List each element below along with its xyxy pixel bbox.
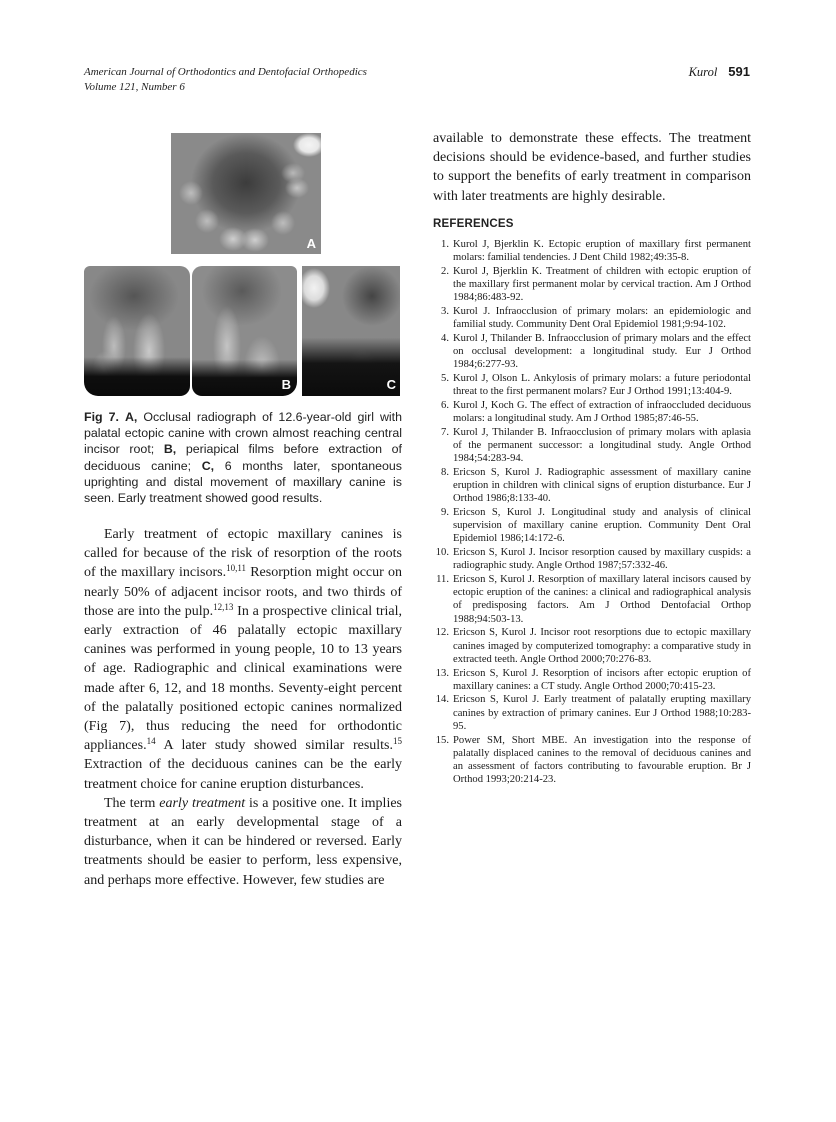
reference-text: Kurol J, Koch G. The effect of extraction of infraoccluded deciduous molars: a longitudinal study. Am J Orthod 1985;87:46-55. [453,399,751,425]
references-list [433,238,751,787]
citation-superscript: 14 [146,736,156,747]
reference-text: Ericson S, Kurol J. Incisor resorption caused by maxillary cuspids: a radiographic study. Angle Orthod 1987;57:332-46. [453,547,751,572]
text-run: Early treatment of ectopic maxillary canines is called for because of the risk of resorption of the roots of the maxillary incisors. [84,527,402,581]
reference-number: 4. [441,332,449,344]
reference-text: Kurol J, Thilander B. Infraocclusion of primary molars with aplasia of the permanent successor: a longitudinal study. Angle Orthod 1984;54:283-94. [453,426,751,465]
reference-text: Power SM, Short MBE. An investigation into the response of palatally displaced canines to the removal of deciduous canines and an assessment of factors contributing to favourable eruption. Br J Orthod 1993;20:214-23. [453,734,751,786]
citation-superscript: 10,11 [226,563,246,574]
reference-number: 9. [441,507,449,519]
text-run: Resorption might occur on nearly 50% of adjacent incisor roots, and two thirds of those are into the pulp. [84,565,403,619]
radiograph-panel-b-left [84,266,190,396]
reference-number: 13. [435,667,449,679]
reference-text: Kurol J. Infraocclusion of primary molars: an epidemiologic and familial study. Community Dent Oral Epidemiol 1981;9:94-102. [453,306,751,331]
reference-number: 8. [441,466,449,478]
running-header-left [84,65,367,95]
text-run: In a prospective clinical trial, early extraction of 46 palatally ectopic maxillary canines was performed in young people, 10 to 13 years of age. Radiographic and clinical examinations were made after 6, 12, and 18 months. Seventy-eight percent of the palatally positioned ectopic canines normalized (Fig 7), thus reducing the need for orthodontic appliances. [84,603,402,754]
author-name: Kurol [688,65,718,79]
reference-text: Kurol J, Thilander B. Infraocclusion of primary molars and the effect on occlusal development: a longitudinal study. Eur J Orthod 1984;6:277-93. [453,332,751,371]
emphasis-term: early treatment [159,795,246,811]
reference-item [433,667,751,693]
reference-item [433,426,751,466]
reference-item [433,546,751,572]
reference-text: Ericson S, Kurol J. Resorption of maxillary lateral incisors caused by ectopic eruption of the canines: a clinical and radiographical analysis of predisposing factors. Am J Orthod Dentofacial Orthop 1988;94:503-13. [453,574,751,625]
reference-text: Ericson S, Kurol J. Radiographic assessment of maxillary canine eruption in children with clinical signs of eruption disturbance. Eur J Orthod 1986;8:133-40. [453,466,751,505]
reference-item [433,332,751,372]
references-heading: REFERENCES [433,218,514,230]
reference-item [433,466,751,506]
caption-fig-label: Fig 7. [84,410,119,424]
caption-a-label: A, [124,410,138,424]
reference-number: 3. [441,306,449,318]
reference-text: Ericson S, Kurol J. Resorption of incisors after ectopic eruption of maxillary canines: a CT study. Angle Orthod 2000;70:415-23. [453,667,751,692]
reference-text: Ericson S, Kurol J. Early treatment of palatally erupting maxillary canines by extraction of primary canines. Eur J Orthod 1988;10:283-95. [453,694,751,732]
reference-item [433,265,751,305]
figure-caption [84,409,402,506]
reference-item [433,399,751,425]
reference-text: Ericson S, Kurol J. Incisor root resorptions due to ectopic maxillary canines imaged by computerized tomography: a comparative study in extracted teeth. Angle Orthod 2000;70:276-83. [453,627,751,665]
caption-b-label: B, [163,442,177,457]
radiograph-panel-b-right [192,266,297,396]
citation-superscript: 12,13 [213,601,234,612]
running-header-right [689,64,750,80]
radiograph-panel-a [171,133,321,254]
reference-item [433,372,751,398]
panel-label-c: C [386,377,396,392]
caption-a-text: Occlusal radiograph of 12.6-year-old girl with palatal ectopic canine with crown almost reaching central incisor root; [84,410,403,457]
paragraph-early-treatment-canines [84,525,402,794]
caption-b-text: periapical films before extraction of deciduous canine; [84,442,402,473]
reference-number: 5. [441,373,449,385]
reference-item [433,693,751,733]
paragraph-continued: available to demonstrate these effects. The treatment decisions should be evidence-based, and further studies to support the benefits of early treatment in comparison with later treatments are highly desirable. [433,131,751,204]
journal-title: American Journal of Orthodontics and Dentofacial Orthopedics [84,66,367,78]
reference-item [433,238,751,264]
reference-number: 2. [441,265,449,277]
reference-item [433,734,751,787]
reference-text: Kurol J, Bjerklin K. Ectopic eruption of maxillary first permanent molars: familial tendencies. J Dent Child 1982;49:35-8. [453,239,751,264]
text-run: Extraction of the deciduous canines can be the early treatment choice for canine eruption disturbances. [84,757,402,792]
reference-number: 10. [435,547,449,559]
reference-text: Kurol J, Olson L. Ankylosis of primary molars: a future periodontal threat to the first permanent molars? Eur J Orthod 1991;13:404-9. [453,373,751,398]
reference-item [433,506,751,546]
radiograph-panel-c [302,266,400,396]
paragraph-term-early-treatment [84,794,402,890]
reference-number: 11. [436,574,449,586]
reference-text: Ericson S, Kurol J. Longitudinal study and analysis of clinical supervision of maxillary canine eruption. Community Dent Oral Epidemiol 1986;14:172-6. [453,507,751,545]
reference-number: 12. [435,627,449,639]
reference-number: 14. [435,694,449,706]
page-number: 591 [728,64,750,79]
reference-number: 7. [441,426,449,438]
reference-item [433,573,751,626]
reference-item [433,626,751,666]
caption-c-text: 6 months later, spontaneous uprighting and distal movement of maxillary canine is seen. Early treatment showed good results. [84,458,402,506]
reference-text: Kurol J, Bjerklin K. Treatment of children with ectopic eruption of the maxillary first permanent molar by cervical traction. Am J Orthod 1984;86:483-92. [453,265,751,304]
text-run: The term [104,795,160,811]
reference-number: 6. [441,399,449,411]
reference-number: 1. [441,239,449,250]
body-text-right-column [433,129,751,206]
citation-superscript: 15 [393,736,402,747]
figure-7 [84,133,400,425]
volume-issue: Volume 121, Number 6 [84,81,185,93]
reference-number: 15. [435,734,449,746]
panel-label-a: A [306,236,316,251]
text-run: is a positive one. It implies treatment at an early developmental stage of a disturbance, when it can be hindered or reversed. Early treatments should be easier to perform, less expensive, and perhaps more effective. However, few studies are [84,795,402,888]
body-text-left-column [84,525,402,890]
caption-c-label: C, [201,458,215,473]
reference-item [433,305,751,331]
text-run: A later study showed similar results. [155,738,393,754]
panel-label-b: B [281,377,291,392]
